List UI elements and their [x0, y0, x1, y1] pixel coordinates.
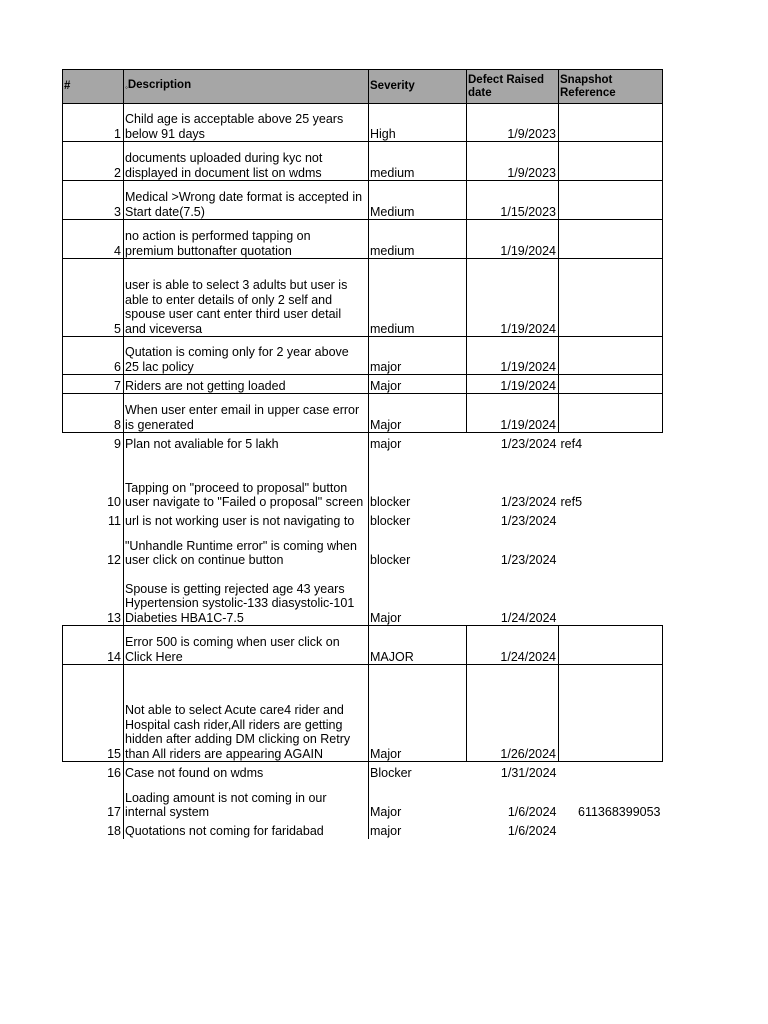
row-severity: Major [369, 781, 467, 820]
row-snapshot-reference [559, 104, 663, 142]
row-description: Medical >Wrong date format is accepted in Start date(7.5) [124, 181, 369, 220]
row-number: 15 [63, 665, 124, 762]
row-severity: medium [369, 259, 467, 337]
row-number: 4 [63, 220, 124, 259]
row-snapshot-reference [559, 568, 663, 626]
row-description: "Unhandle Runtime error" is coming when user click on continue button [124, 529, 369, 568]
row-defect-date: 1/19/2024 [467, 337, 559, 375]
row-defect-date: 1/24/2024 [467, 626, 559, 665]
row-snapshot-reference [559, 375, 663, 394]
row-snapshot-reference [559, 529, 663, 568]
header-snapshot: Snapshot Reference [559, 70, 663, 104]
header-severity: Severity [369, 70, 467, 104]
table-row [63, 626, 663, 665]
row-severity: Major [369, 394, 467, 433]
row-description: Quotations not coming for faridabad [124, 820, 369, 839]
table-row [63, 104, 663, 142]
row-number: 5 [63, 259, 124, 337]
row-defect-date: 1/23/2024 [500, 553, 557, 567]
defect-rows [63, 104, 663, 839]
row-defect-date: 1/19/2024 [467, 220, 559, 259]
row-severity: blocker [369, 510, 467, 529]
table-row [63, 665, 663, 762]
row-severity: Major [369, 375, 467, 394]
row-severity: blocker [369, 452, 467, 510]
row-description: Error 500 is coming when user click on Click Here [124, 626, 369, 665]
table-row [63, 142, 663, 181]
table-row [63, 568, 663, 626]
row-description: When user enter email in upper case error is generated [124, 394, 369, 433]
row-number: 12 [107, 553, 121, 567]
table-row [63, 394, 663, 433]
table-row [63, 781, 663, 820]
row-number: 13 [107, 610, 121, 625]
header-date: Defect Raised date [467, 70, 559, 104]
row-number: 17 [107, 805, 121, 819]
row-defect-date: 1/9/2023 [467, 104, 559, 142]
table-row [63, 510, 663, 529]
row-snapshot-reference [559, 181, 663, 220]
sort-marker-icon: ◦ [125, 82, 128, 92]
header-row [63, 70, 663, 104]
row-severity: medium [369, 142, 467, 181]
row-description: documents uploaded during kyc not displayed in document list on wdms [124, 142, 369, 181]
row-severity: Medium [369, 181, 467, 220]
row-description: user is able to select 3 adults but user is able to enter details of only 2 self and spouse user cant enter third user detail and viceversa [124, 259, 369, 337]
row-defect-date: 1/15/2023 [467, 181, 559, 220]
table-row [63, 181, 663, 220]
row-snapshot-reference [559, 820, 663, 839]
row-snapshot-reference [559, 337, 663, 375]
row-description: Spouse is getting rejected age 43 years Hypertension systolic-133 diasystolic-101 Diabeties HBA1C-7.5 [124, 568, 369, 626]
row-defect-date: 1/9/2023 [467, 142, 559, 181]
row-snapshot-reference: ref5 [560, 495, 583, 509]
header-description [124, 70, 369, 104]
row-number: 1 [63, 104, 124, 142]
row-severity: High [369, 104, 467, 142]
row-number: 2 [63, 142, 124, 181]
row-description: no action is performed tapping on premium buttonafter quotation [124, 220, 369, 259]
row-number: 16 [63, 762, 124, 781]
row-number: 18 [107, 824, 121, 838]
row-description: Riders are not getting loaded [124, 375, 369, 394]
row-severity: MAJOR [369, 626, 467, 665]
row-defect-date: 1/23/2024 [500, 514, 557, 528]
row-defect-date: 1/19/2024 [467, 375, 559, 394]
row-defect-date: 1/6/2024 [507, 824, 557, 838]
row-number: 3 [63, 181, 124, 220]
row-severity: Major [369, 665, 467, 762]
table-row [63, 375, 663, 394]
row-snapshot-reference [559, 259, 663, 337]
row-number: 9 [63, 433, 124, 452]
row-number: 10 [107, 495, 121, 509]
row-snapshot-reference [559, 626, 663, 665]
row-severity: medium [369, 220, 467, 259]
table-row [63, 259, 663, 337]
header-num: # [63, 70, 124, 104]
table-row [63, 337, 663, 375]
row-number: 6 [63, 337, 124, 375]
table-row [63, 529, 663, 568]
row-defect-date: 1/6/2024 [507, 805, 557, 819]
table-row [63, 762, 663, 781]
defect-table [62, 69, 663, 839]
row-severity: major [369, 433, 467, 452]
row-severity: major [369, 820, 467, 839]
row-number: 11 [108, 514, 121, 528]
row-snapshot-reference [559, 142, 663, 181]
row-defect-date: 1/24/2024 [500, 610, 557, 625]
row-number: 14 [63, 626, 124, 665]
row-defect-date: 1/31/2024 [467, 762, 559, 781]
row-description: Plan not avaliable for 5 lakh [124, 433, 369, 452]
row-severity: Blocker [369, 762, 467, 781]
row-description: Loading amount is not coming in our internal system [124, 781, 369, 820]
table-row [63, 220, 663, 259]
row-description: Child age is acceptable above 25 years below 91 days [124, 104, 369, 142]
row-snapshot-reference [559, 394, 663, 433]
table-row [63, 820, 663, 839]
row-severity: Major [369, 568, 467, 626]
row-description: Tapping on "proceed to proposal" button user navigate to "Failed o proposal" screen [124, 452, 369, 510]
row-snapshot-reference: ref4 [559, 433, 663, 452]
row-description: url is not working user is not navigating to [124, 510, 369, 529]
row-defect-date: 1/26/2024 [467, 665, 559, 762]
row-number: 8 [63, 394, 124, 433]
row-defect-date: 1/19/2024 [467, 394, 559, 433]
row-description: Case not found on wdms [124, 762, 369, 781]
row-defect-date: 1/23/2024 [500, 495, 557, 509]
row-snapshot-reference: 611368399053 [578, 805, 661, 819]
header-description-label: Description [127, 78, 192, 91]
row-description: Qutation is coming only for 2 year above 25 lac policy [124, 337, 369, 375]
table-row [63, 452, 663, 510]
row-severity: blocker [369, 529, 467, 568]
row-severity: major [369, 337, 467, 375]
row-snapshot-reference [559, 510, 663, 529]
row-snapshot-reference [559, 762, 663, 781]
row-defect-date: 1/23/2024 [467, 433, 559, 452]
row-defect-date: 1/19/2024 [467, 259, 559, 337]
row-description: Not able to select Acute care4 rider and Hospital cash rider,All riders are getting hidden after adding DM clicking on Retry than All riders are appearing AGAIN [124, 665, 369, 762]
row-snapshot-reference [559, 220, 663, 259]
row-number: 7 [63, 375, 124, 394]
table-row [63, 433, 663, 452]
row-snapshot-reference [559, 665, 663, 762]
